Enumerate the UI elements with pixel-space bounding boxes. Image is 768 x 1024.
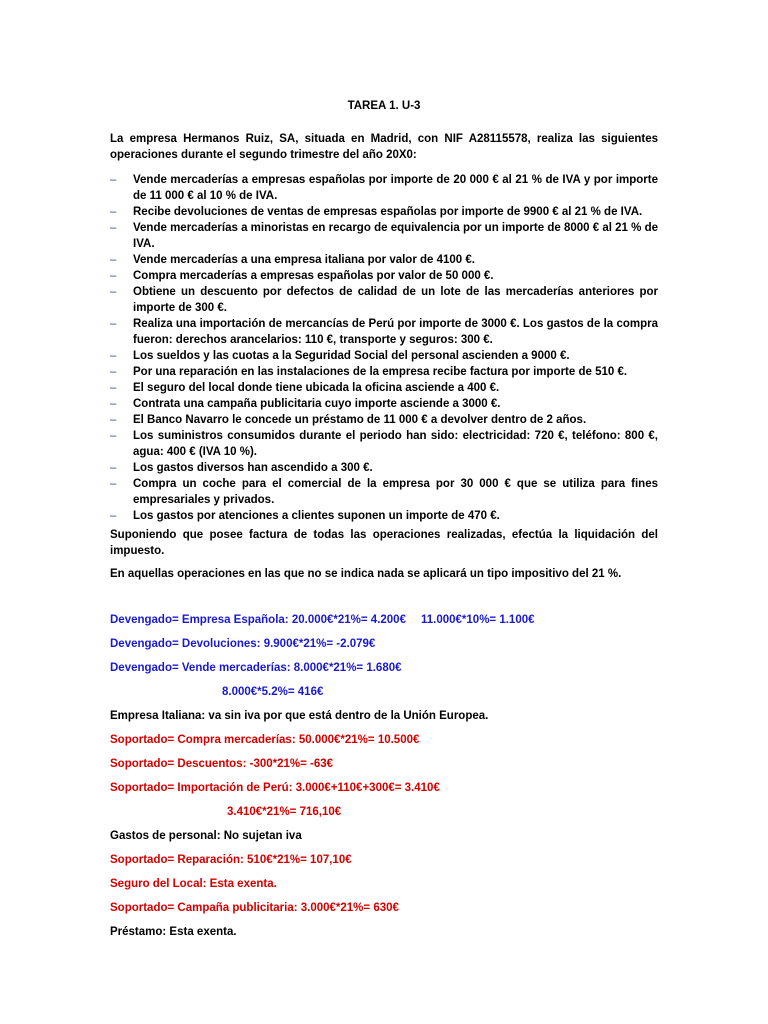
- answer-devengado-minoristas: Devengado= Vende mercaderías: 8.000€*21%= 1.680€: [110, 662, 402, 674]
- dash-bullet-icon: –: [110, 462, 117, 474]
- operation-item: [110, 172, 658, 204]
- dash-bullet-icon: –: [110, 222, 117, 234]
- operation-item: [110, 380, 658, 396]
- dash-bullet-icon: –: [110, 286, 117, 298]
- answer-seguro-local: Seguro del Local: Esta exenta.: [110, 878, 277, 890]
- dash-bullet-icon: –: [110, 478, 117, 490]
- answer-prestamo: Préstamo: Esta exenta.: [110, 926, 237, 938]
- dash-bullet-icon: –: [110, 174, 117, 186]
- operation-text: El seguro del local donde tiene ubicada la oficina asciende a 400 €.: [133, 382, 500, 394]
- operation-text: Los sueldos y las cuotas a la Seguridad Social del personal ascienden a 9000 €.: [133, 350, 570, 362]
- answer-devengado-devoluciones: Devengado= Devoluciones: 9.900€*21%= -2.079€: [110, 638, 376, 650]
- operation-item: [110, 220, 658, 252]
- operation-text: Obtiene un descuento por defectos de calidad de un lote de las mercaderías anteriores por importe de 300 €.: [133, 286, 658, 314]
- answer-devengado-espanola-10: 11.000€*10%= 1.100€: [421, 614, 535, 626]
- operation-item: [110, 284, 658, 316]
- answer-soportado-importacion-iva: 3.410€*21%= 716,10€: [227, 806, 342, 818]
- answer-devengado-recargo: 8.000€*5.2%= 416€: [222, 686, 324, 698]
- answer-soportado-descuentos: Soportado= Descuentos: -300*21%= -63€: [110, 758, 334, 770]
- operations-list: [110, 172, 658, 524]
- dash-bullet-icon: –: [110, 366, 117, 378]
- operation-item: [110, 508, 658, 524]
- dash-bullet-icon: –: [110, 206, 117, 218]
- operation-item: [110, 476, 658, 508]
- operation-item: [110, 412, 658, 428]
- operation-text: Por una reparación en las instalaciones de la empresa recibe factura por importe de 510 €.: [133, 366, 628, 378]
- closing-paragraph-2: En aquellas operaciones en las que no se indica nada se aplicará un tipo impositivo del 21 %.: [110, 568, 622, 580]
- dash-bullet-icon: –: [110, 414, 117, 426]
- operation-item: [110, 268, 658, 284]
- answer-soportado-compra: Soportado= Compra mercaderías: 50.000€*21%= 10.500€: [110, 734, 420, 746]
- answer-devengado-espanola: Devengado= Empresa Española: 20.000€*21%= 4.200€: [110, 614, 406, 626]
- answer-soportado-campana: Soportado= Campaña publicitaria: 3.000€*21%= 630€: [110, 902, 399, 914]
- operation-text: Vende mercaderías a empresas españolas por importe de 20 000 € al 21 % de IVA y por importe de 11 000 € al 10 % de IVA.: [133, 174, 658, 202]
- operation-item: [110, 364, 658, 380]
- operation-text: Los gastos por atenciones a clientes suponen un importe de 470 €.: [133, 510, 500, 522]
- operation-text: Realiza una importación de mercancías de Perú por importe de 3000 €. Los gastos de la compra fueron: derechos arancelarios: 110 €, transporte y seguros: 300 €.: [133, 318, 658, 346]
- operation-item: [110, 252, 658, 268]
- operation-text: Los suministros consumidos durante el periodo han sido: electricidad: 720 €, teléfono: 800 €, agua: 400 € (IVA 10 %).: [133, 430, 658, 458]
- dash-bullet-icon: –: [110, 254, 117, 266]
- operation-item: [110, 396, 658, 412]
- operation-item: [110, 460, 658, 476]
- operation-text: El Banco Navarro le concede un préstamo de 11 000 € a devolver dentro de 2 años.: [133, 414, 587, 426]
- closing-paragraph-1: Suponiendo que posee factura de todas las operaciones realizadas, efectúa la liquidación del impuesto.: [110, 529, 658, 557]
- operation-text: Recibe devoluciones de ventas de empresas españolas por importe de 9900 € al 21 % de IVA.: [133, 206, 643, 218]
- answer-personal: Gastos de personal: No sujetan iva: [110, 830, 302, 842]
- dash-bullet-icon: –: [110, 350, 117, 362]
- dash-bullet-icon: –: [110, 318, 117, 330]
- dash-bullet-icon: –: [110, 430, 117, 442]
- intro-paragraph: La empresa Hermanos Ruiz, SA, situada en Madrid, con NIF A28115578, realiza las siguientes operaciones durante el segundo trimestre del año 20X0:: [110, 133, 658, 161]
- operation-item: [110, 204, 658, 220]
- operation-text: Compra mercaderías a empresas españolas por valor de 50 000 €.: [133, 270, 494, 282]
- operation-item: [110, 428, 658, 460]
- answer-soportado-importacion: Soportado= Importación de Perú: 3.000€+110€+300€= 3.410€: [110, 782, 440, 794]
- operation-text: Vende mercaderías a una empresa italiana por valor de 4100 €.: [133, 254, 475, 266]
- dash-bullet-icon: –: [110, 510, 117, 522]
- dash-bullet-icon: –: [110, 270, 117, 282]
- operation-item: [110, 348, 658, 364]
- answer-italiana: Empresa Italiana: va sin iva por que está dentro de la Unión Europea.: [110, 710, 489, 722]
- operation-text: Contrata una campaña publicitaria cuyo importe asciende a 3000 €.: [133, 398, 501, 410]
- operation-text: Vende mercaderías a minoristas en recargo de equivalencia por un importe de 8000 € al 21 % de IVA.: [133, 222, 658, 250]
- dash-bullet-icon: –: [110, 398, 117, 410]
- operation-text: Los gastos diversos han ascendido a 300 €.: [133, 462, 373, 474]
- document-title: TAREA 1. U-3: [347, 100, 421, 112]
- operation-item: [110, 316, 658, 348]
- answer-soportado-reparacion: Soportado= Reparación: 510€*21%= 107,10€: [110, 854, 352, 866]
- operation-text: Compra un coche para el comercial de la empresa por 30 000 € que se utiliza para fines empresariales y privados.: [133, 478, 658, 506]
- dash-bullet-icon: –: [110, 382, 117, 394]
